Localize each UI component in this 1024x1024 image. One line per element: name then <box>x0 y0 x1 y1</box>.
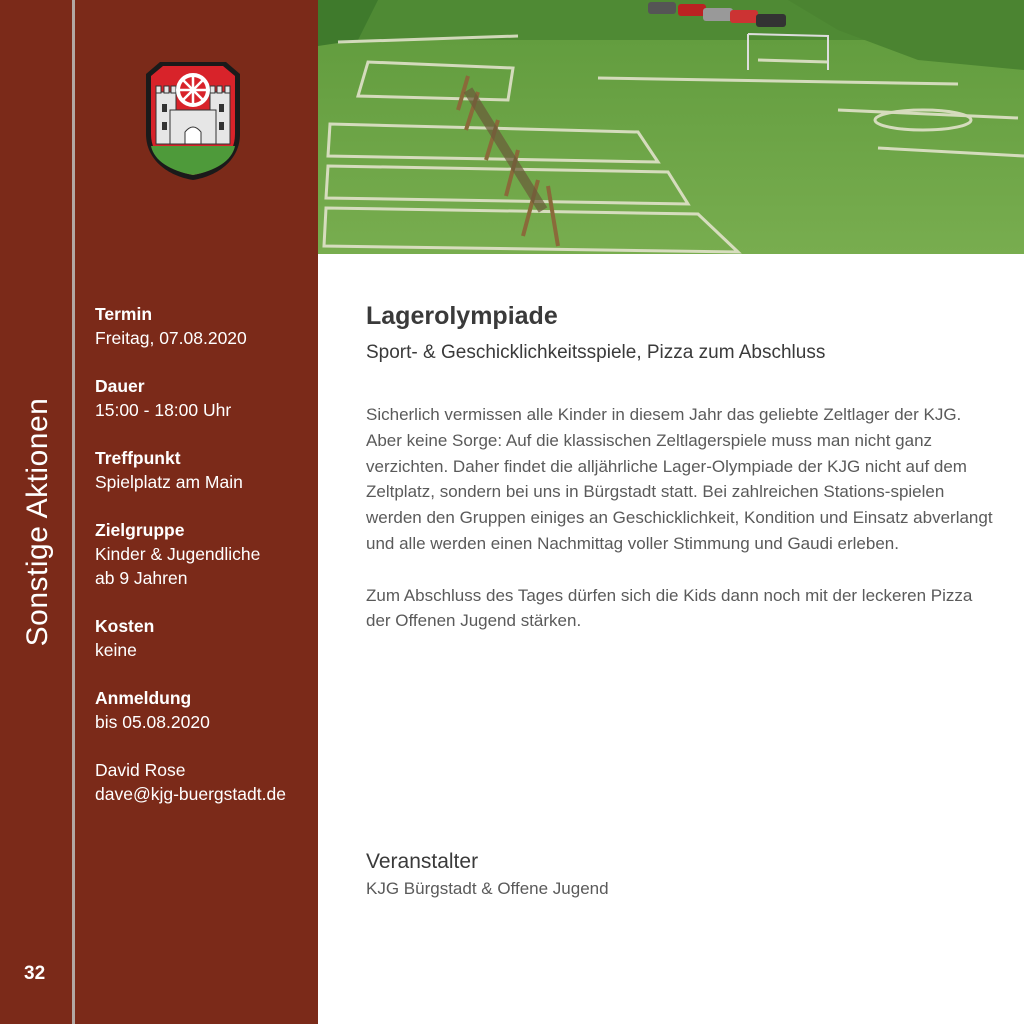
article-body <box>366 402 996 634</box>
contact <box>95 758 310 806</box>
info-value: Spielplatz am Main <box>95 472 243 492</box>
info-label: Zielgruppe <box>95 520 185 540</box>
info-registration <box>95 686 310 734</box>
contact-name: David Rose <box>95 760 186 780</box>
contact-email[interactable]: dave@kjg-buergstadt.de <box>95 784 286 804</box>
article-title: Lagerolympiade <box>366 302 558 330</box>
page-number: 32 <box>24 963 46 984</box>
section-title: Sonstige Aktionen <box>21 397 54 647</box>
info-label: Treffpunkt <box>95 448 181 468</box>
info-label: Dauer <box>95 376 145 396</box>
field-photo <box>318 0 1024 254</box>
info-value: bis 05.08.2020 <box>95 712 210 732</box>
organizer <box>366 848 609 902</box>
info-duration <box>95 374 310 422</box>
info-costs <box>95 614 310 662</box>
organizer-label: Veranstalter <box>366 850 479 873</box>
info-value: Freitag, 07.08.2020 <box>95 328 247 348</box>
info-label: Anmeldung <box>95 688 192 708</box>
body-paragraph: Sicherlich vermissen alle Kinder in diesem Jahr das geliebte Zeltlager der KJG. <box>366 405 962 424</box>
town-coat-of-arms-icon <box>140 60 246 182</box>
sidebar-divider <box>72 0 75 1024</box>
body-paragraph: Aber keine Sorge: Auf die klassischen Zeltlagerspiele muss man nicht ganz verzichten. Daher findet die alljährliche Lager-Olympiade der KJG nicht auf dem Zeltplatz, sondern bei uns in Bürgstadt statt. Bei zahlreichen Stations-spielen werden den Gruppen einiges an Geschicklichkeit, Kondition und Einsatz abverlangt und alle werden einen Nachmittag voller Stimmung und Gaudi erleben. <box>366 430 993 553</box>
sidebar <box>0 0 318 1024</box>
body-paragraph: Zum Abschluss des Tages dürfen sich die Kids dann noch mit der leckeren Pizza der Offenen Jugend stärken. <box>366 585 973 631</box>
info-label: Termin <box>95 304 153 324</box>
article <box>366 300 996 634</box>
info-label: Kosten <box>95 616 155 636</box>
event-info <box>95 302 310 806</box>
info-target-group <box>95 518 310 590</box>
info-date <box>95 302 310 350</box>
info-meeting-point <box>95 446 310 494</box>
sports-field-image <box>318 0 1024 254</box>
article-subtitle: Sport- & Geschicklichkeitsspiele, Pizza zum Abschluss <box>366 342 826 363</box>
info-value: 15:00 - 18:00 Uhr <box>95 400 232 420</box>
info-value: Kinder & Jugendliche ab 9 Jahren <box>95 544 261 588</box>
organizer-value: KJG Bürgstadt & Offene Jugend <box>366 879 609 898</box>
info-value: keine <box>95 640 137 660</box>
